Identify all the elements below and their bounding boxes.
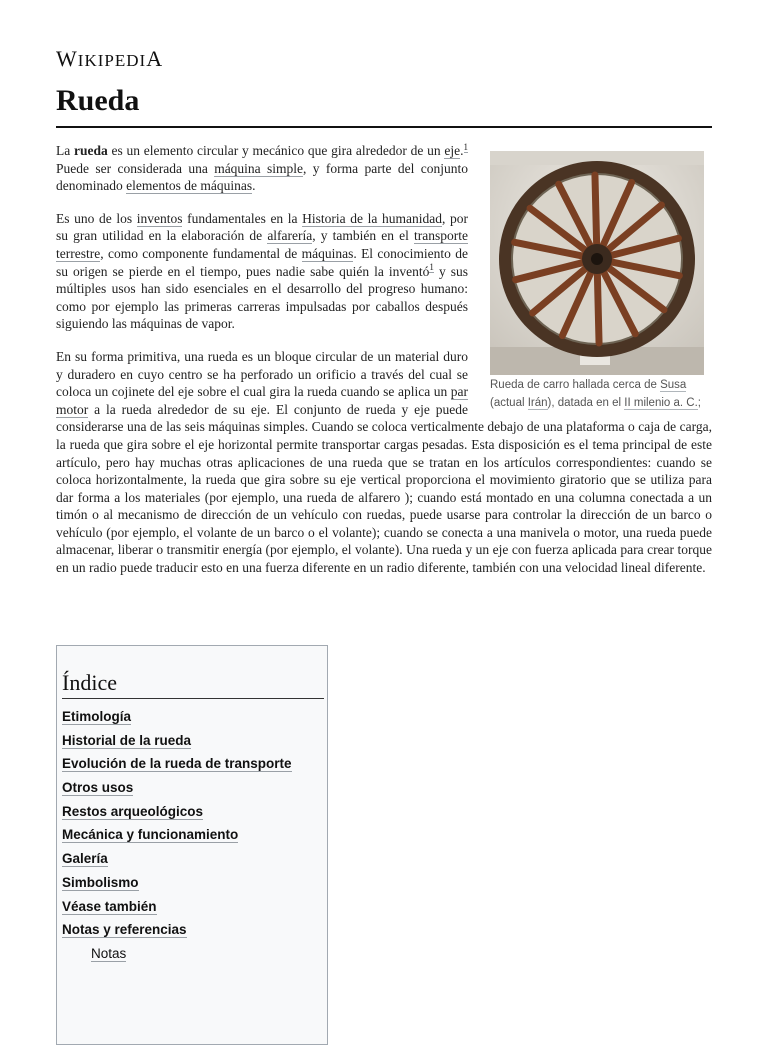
toc-item-vease-tambien[interactable]	[62, 897, 322, 921]
toc-item-label: Etimología	[62, 709, 132, 724]
reference-1[interactable]: 1	[429, 262, 434, 273]
toc-item-label: Véase también	[62, 898, 157, 914]
toc-item-restos[interactable]	[62, 802, 322, 826]
link-susa[interactable]: Susa	[660, 379, 687, 391]
toc-item-label: Historial de la rueda	[62, 732, 192, 748]
text: .	[252, 178, 256, 194]
link-eje[interactable]: eje	[444, 143, 461, 158]
text: .	[460, 143, 464, 158]
toc-item-label: Notas y referencias	[62, 922, 187, 938]
text: a la rueda alrededor de su eje. El conjunto de rueda y eje puede considerarse una de las seis máquinas simples. Cuando se coloca verticalmente debajo de una plataforma o caja de carga, la rueda que gira sobre el eje horizontal permite transportar cargas pesadas. Esta disposición es el tema principal de este artículo, pero hay muchas otras aplicaciones de una rueda que se tratan en los artículos correspondientes: cuando se coloca horizontalmente, la rueda que gira sobre su eje vertical proporciona el movimiento giratorio que se utiliza para dar forma a los materiales (por ejemplo, una rueda de alfarero ); cuando está montado en una columna conectada a un timón o al mecanismo de dirección de un vehículo con ruedas, puede usarse para controlar la dirección de un barco o vehículo (por ejemplo, el volante de un barco o el volante); cuando se conecta a una manivela o motor, una rueda puede almacenar, liberar o transmitir energía (por ejemplo, el volante). Una rueda y un eje con fuerza aplicada para crear torque en un radio puede traducir esto en una fuerza diferente en un radio diferente, también con una velocidad lineal diferente.	[56, 401, 712, 576]
toc-subitem-notas[interactable]	[62, 944, 322, 964]
toc-list	[62, 707, 322, 964]
wheel-photo[interactable]	[490, 151, 704, 375]
wheel-spoke	[597, 273, 599, 343]
table-of-contents	[56, 645, 328, 1045]
article-body	[56, 142, 712, 592]
toc-item-label: Notas	[91, 945, 127, 961]
text: , por su gran utilidad en la elaboración de	[56, 210, 468, 244]
link-inventos[interactable]: inventos	[136, 210, 183, 226]
infobox-figure	[490, 151, 712, 412]
link-transporte-terrestre[interactable]: transporte terrestre	[56, 228, 468, 261]
text: es un elemento circular y mecánico que gira alrededor de un	[107, 143, 445, 158]
text: . El conocimiento de su origen se pierde en el tiempo, pues nadie sabe quién la inventó	[56, 245, 468, 279]
toc-item-label: Otros usos	[62, 780, 134, 796]
wikipedia-logo[interactable]: WIKIPEDIA	[56, 46, 164, 71]
caption-text: ;	[697, 396, 701, 409]
text: , y forma parte del conjunto denominado	[56, 160, 468, 194]
bold-term: rueda	[74, 143, 108, 158]
link-iran[interactable]: Irán	[527, 396, 548, 409]
text: Es uno de los	[56, 210, 137, 226]
reference-1[interactable]: 1	[463, 141, 468, 152]
text: En su forma primitiva, una rueda es un bloque circular de un material duro y duradero en cuyo centro se ha perforado un orificio a través del cual se coloca un cojinete del eje sobre el cual gira la rueda cuando se aplica un	[56, 348, 468, 400]
toc-item-etimologia[interactable]	[62, 707, 322, 731]
page-title: Rueda	[56, 84, 140, 117]
text: y sus múltiples usos han sido esenciales en el desarrollo del progreso humano: como por ejemplo las primeras carreras impulsadas por caballos después siguiendo las máquinas de vapor.	[56, 263, 468, 332]
wheel-spoke	[595, 175, 597, 245]
link-historia-de-la-humanidad[interactable]: Historia de la humanidad	[302, 210, 442, 226]
link-par-motor[interactable]: par motor	[56, 384, 468, 417]
toc-item-notas-y-referencias[interactable]	[62, 920, 322, 944]
toc-item-otros-usos[interactable]	[62, 778, 322, 802]
toc-item-label: Galería	[62, 851, 108, 867]
toc-item-label: Simbolismo	[62, 874, 139, 890]
caption-text: Rueda de carro hallada cerca de	[490, 379, 661, 391]
text: La	[56, 143, 74, 158]
text: , y también en el	[312, 228, 415, 244]
toc-item-mecanica[interactable]	[62, 825, 322, 849]
toc-title: Índice	[62, 670, 324, 699]
link-elementos-de-maquinas[interactable]: elementos de máquinas	[126, 178, 253, 194]
text: fundamentales en la	[182, 210, 303, 226]
caption-text: ), datada en el	[547, 396, 625, 409]
caption-text: (actual	[490, 396, 528, 409]
title-divider	[56, 126, 712, 128]
toc-item-simbolismo[interactable]	[62, 873, 322, 897]
toc-item-label: Restos arqueológicos	[62, 803, 204, 819]
link-alfareria[interactable]: alfarería	[267, 228, 313, 244]
figure-caption	[490, 377, 712, 412]
toc-item-galeria[interactable]	[62, 849, 322, 873]
link-maquina-simple[interactable]: máquina simple	[214, 160, 304, 176]
toc-item-evolucion[interactable]	[62, 754, 322, 778]
link-maquinas[interactable]: máquinas	[301, 245, 354, 261]
toc-item-label: Evolución de la rueda de transporte	[62, 756, 292, 772]
toc-item-historial[interactable]	[62, 731, 322, 755]
text: Puede ser considerada una	[56, 160, 215, 176]
link-milenio[interactable]: II milenio a. C.	[624, 396, 698, 409]
toc-item-label: Mecánica y funcionamiento	[62, 827, 239, 843]
text: , como componente fundamental de	[100, 245, 302, 261]
